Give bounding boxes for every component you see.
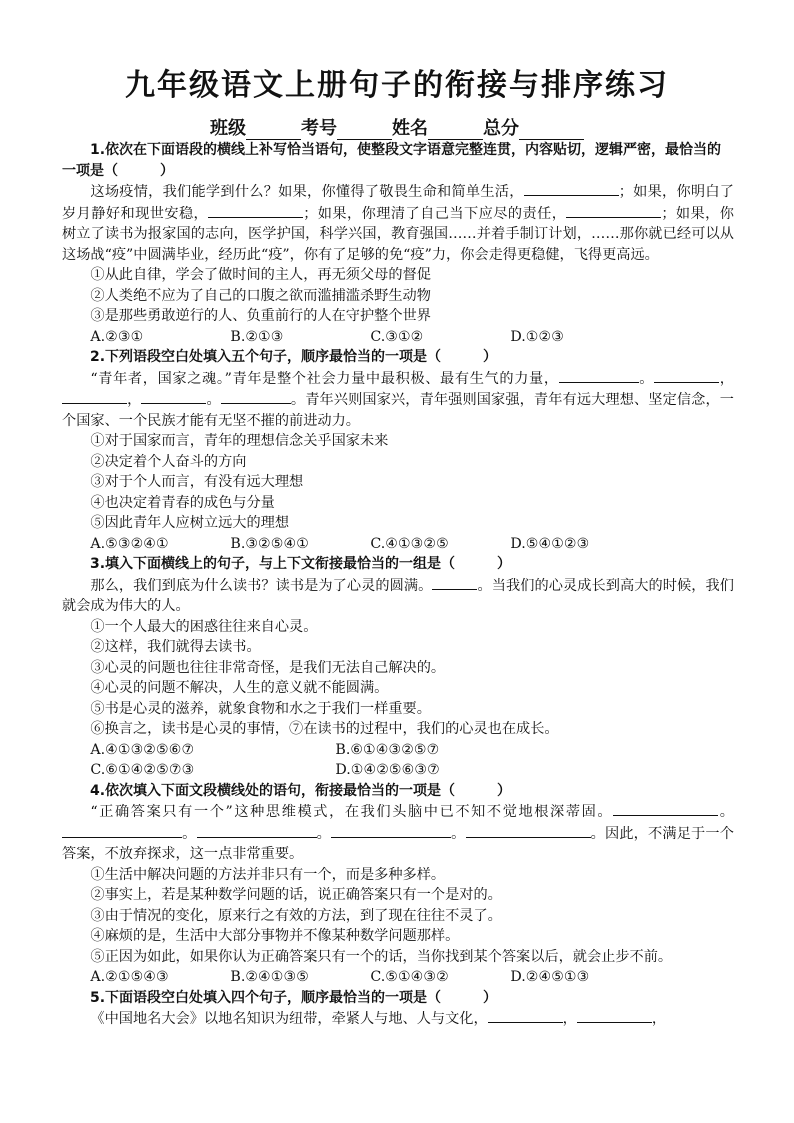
choice-d[interactable]: D.①②③ <box>510 328 564 345</box>
question-2-choices <box>62 534 734 555</box>
option-1: ①对于国家而言，青年的理想信念关乎国家未来 <box>90 433 389 449</box>
score-blank[interactable] <box>519 121 584 140</box>
choice-d[interactable]: D.①④②⑤⑥③⑦ <box>335 762 440 778</box>
score-label: 总分 <box>483 118 519 139</box>
question-2-stem: 2.下列语段空白处填入五个句子，顺序最恰当的一项是（ ） <box>90 349 498 365</box>
option-3: ③是那些勇敢逆行的人、负重前行的人在守护整个世界 <box>90 308 431 324</box>
option-1: ①一个人最大的困惑往往来自心灵。 <box>90 618 318 635</box>
option-2: ②这样，我们就得去读书。 <box>90 639 261 655</box>
choice-b[interactable]: B.⑥①④③②⑤⑦ <box>335 741 440 758</box>
option-5: ⑤正因为如此，如果你认为正确答案只有一个的话，当你找到某个答案以后，就会止步不前。 <box>90 948 673 965</box>
question-2-passage: “青年者，国家之魂。”青年是整个社会力量中最积极、最有生气的力量， 。 ，， 。 。青年兴则国家兴，青年强则国家强，青年有远大理想、坚定信念，一个国家、一个民族才能有无坚不摧的前进动力。 <box>62 368 734 432</box>
questions <box>62 140 734 1030</box>
name-label: 姓名 <box>392 118 428 139</box>
option-2: ②决定着个人奋斗的方向 <box>90 453 247 470</box>
answer-blank[interactable] <box>559 368 639 383</box>
class-label: 班级 <box>210 118 246 139</box>
question-1-choices <box>62 327 734 348</box>
option-4: ④也决定着青春的成色与分量 <box>90 494 275 511</box>
question-4-passage: “正确答案只有一个”这种思维模式，在我们头脑中已不知不觉地根深蒂固。 。。 。 。 。因此，不满足于一个答案，不放弃探求，这一点非常重要。 <box>62 801 734 865</box>
id-blank[interactable] <box>337 121 392 140</box>
option-4: ④心灵的问题不解决，人生的意义就不能圆满。 <box>90 680 389 696</box>
choice-a[interactable]: A.②③① <box>90 328 144 345</box>
class-blank[interactable] <box>246 121 301 140</box>
option-6-7: ⑥换言之，读书是心灵的事情，⑦在读书的过程中，我们的心灵也在成长。 <box>90 721 559 737</box>
choice-b[interactable]: B.②④①③⑤ <box>230 969 309 985</box>
answer-blank[interactable] <box>466 823 591 838</box>
page-title: 九年级语文上册句子的衔接与排序练习 <box>125 68 669 103</box>
option-3: ③对于个人而言，有没有远大理想 <box>90 474 304 490</box>
option-1: ①从此自律，学会了做时间的主人，再无须父母的督促 <box>90 267 431 283</box>
name-blank[interactable] <box>428 121 483 140</box>
question-3-stem: 3.填入下面横线上的句子，与上下文衔接最恰当的一组是（ ） <box>90 556 512 572</box>
choice-c[interactable]: C.⑤①④③② <box>370 969 449 985</box>
question-3-choices-row-2 <box>62 760 734 781</box>
choice-c[interactable]: C.⑥①④②⑤⑦③ <box>90 762 195 778</box>
answer-blank[interactable] <box>577 1008 652 1023</box>
answer-blank[interactable] <box>331 823 451 838</box>
option-2: ②人类绝不应为了自己的口腹之欲而滥捕滥杀野生动物 <box>90 287 431 304</box>
choice-d[interactable]: D.②④⑤①③ <box>510 969 590 985</box>
question-5-stem: 5.下面语段空白处填入四个句子，顺序最恰当的一项是（ ） <box>90 989 498 1006</box>
choice-a[interactable]: A.④①③②⑤⑥⑦ <box>90 741 195 758</box>
option-3: ③由于情况的变化，原来行之有效的方法，到了现在往往不灵了。 <box>90 907 502 924</box>
answer-blank[interactable] <box>654 368 719 383</box>
answer-blank[interactable] <box>62 389 127 404</box>
question-3-passage: 那么，我们到底为什么读书？读书是为了心灵的圆满。 。当我们的心灵成长到高大的时候，我们就会成为伟大的人。 <box>62 575 734 617</box>
option-3: ③心灵的问题也往往非常奇怪，是我们无法自己解决的。 <box>90 659 446 676</box>
answer-blank[interactable] <box>432 575 477 590</box>
question-4-choices <box>62 967 734 988</box>
student-info-line <box>0 114 794 140</box>
option-5: ⑤书是心灵的滋养，就象食物和水之于我们一样重要。 <box>90 700 431 717</box>
answer-blank[interactable] <box>197 823 317 838</box>
answer-blank[interactable] <box>613 801 718 816</box>
choice-c[interactable]: C.④①③②⑤ <box>370 535 449 552</box>
choice-a[interactable]: A.⑤③②④① <box>90 535 169 552</box>
choice-b[interactable]: B.②①③ <box>230 328 284 345</box>
option-5: ⑤因此青年人应树立远大的理想 <box>90 515 290 531</box>
option-2: ②事实上，若是某种数学问题的话，说正确答案只有一个是对的。 <box>90 887 502 903</box>
answer-blank[interactable] <box>208 203 303 218</box>
id-label: 考号 <box>301 118 337 139</box>
question-1-stem: 1.依次在下面语段的横线上补写恰当语句，使整段文字语意完整连贯，内容贴切，逻辑严密，最恰当的一项是（ ） <box>62 142 722 179</box>
question-5-passage: 《中国地名大会》以地名知识为纽带，牵紧人与地、人与文化， ， ， <box>62 1008 734 1030</box>
answer-blank[interactable] <box>141 389 206 404</box>
choice-b[interactable]: B.③②⑤④① <box>230 535 309 552</box>
choice-c[interactable]: C.③①② <box>370 328 424 345</box>
choice-d[interactable]: D.⑤④①②③ <box>510 535 590 552</box>
question-1-passage: 这场疫情，我们能学到什么？如果，你懂得了敬畏生命和简单生活， ；如果，你明白了岁月静好和现世安稳， ；如果，你理清了自己当下应尽的责任， ；如果，你树立了读书为报家国的志向，医学护国，科学兴国，教育强国……并着手制订计划，……那你就已经可以从这场战“疫”中圆满毕业，经历此“疫”，你有了足够的免“疫”力，你会走得更稳健，飞得更高远。 <box>62 181 734 265</box>
answer-blank[interactable] <box>62 823 182 838</box>
option-4: ④麻烦的是，生活中大部分事物并不像某种数学问题那样。 <box>90 928 460 944</box>
question-4-stem: 4.依次填入下面文段横线处的语句，衔接最恰当的一项是（ ） <box>90 782 512 799</box>
answer-blank[interactable] <box>566 203 661 218</box>
answer-blank[interactable] <box>488 1008 563 1023</box>
answer-blank[interactable] <box>524 181 619 196</box>
answer-blank[interactable] <box>221 389 291 404</box>
choice-a[interactable]: A.②①⑤④③ <box>90 969 169 985</box>
option-1: ①生活中解决问题的方法并非只有一个，而是多种多样。 <box>90 866 446 883</box>
question-3-choices-row-1 <box>62 740 734 761</box>
